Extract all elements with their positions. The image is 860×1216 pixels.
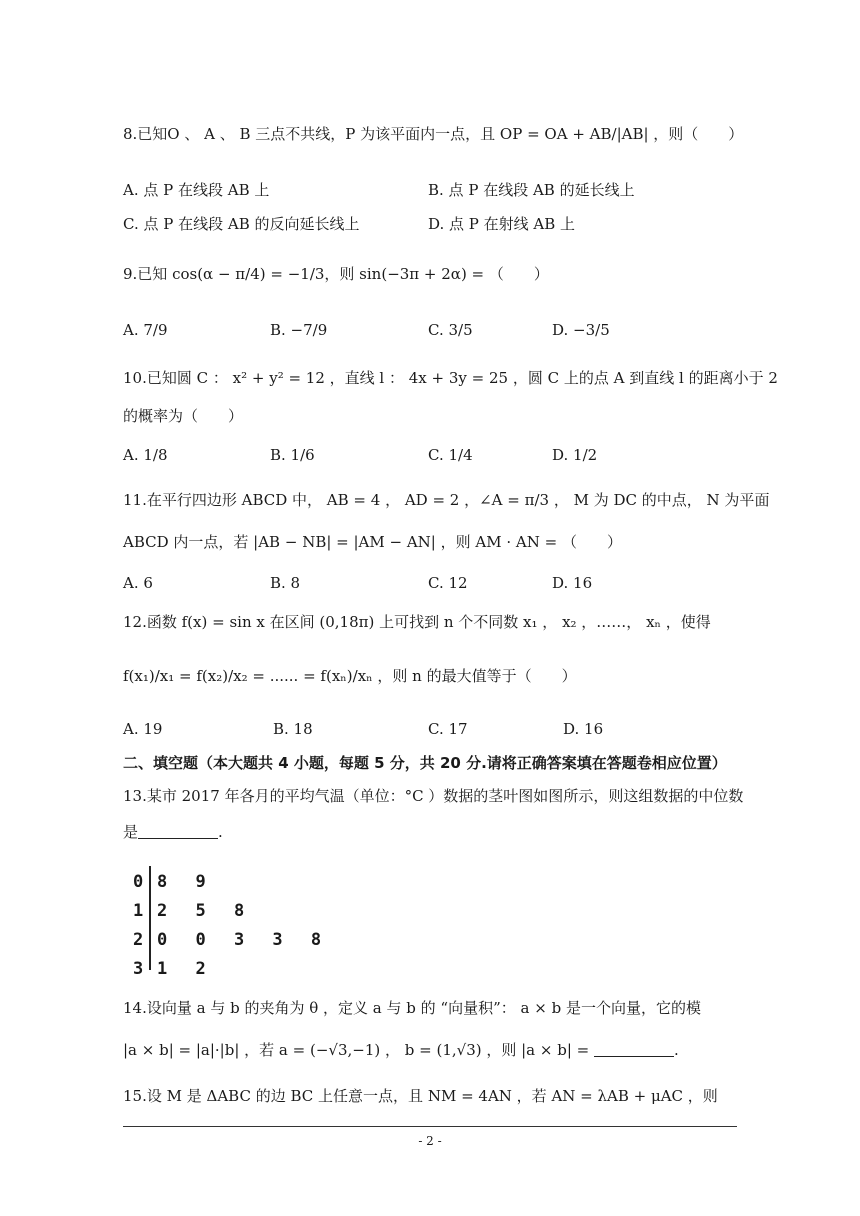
q12-option-b: B. 18	[273, 720, 313, 738]
stem-leaf-row	[133, 926, 330, 955]
question-8: 8.已知O 、 A 、 B 三点不共线，P 为该平面内一点，且 OP = OA + AB/|AB| ，则（ ）	[123, 125, 744, 143]
question-14-line-1: 14.设向量 a 与 b 的夹角为 θ ，定义 a 与 b 的 “向量积”： a × b 是一个向量，它的模	[123, 999, 701, 1017]
question-9: 9.已知 cos(α − π/4) = −1/3，则 sin(−3π + 2α) = （ ）	[123, 265, 549, 283]
stem-leaf-row	[133, 955, 330, 984]
stem-value: 2	[133, 930, 144, 950]
q8-option-d: D. 点 P 在射线 AB 上	[428, 215, 576, 233]
stem-value: 0	[133, 872, 144, 892]
q10-option-c: C. 1/4	[428, 446, 473, 464]
q8-option-a: A. 点 P 在线段 AB 上	[123, 181, 270, 199]
q11-option-c: C. 12	[428, 574, 468, 592]
question-10-line-2: 的概率为（ ）	[123, 407, 244, 425]
q8-option-c: C. 点 P 在线段 AB 的反向延长线上	[123, 215, 360, 233]
q10-option-d: D. 1/2	[552, 446, 598, 464]
q13-answer-blank	[138, 824, 218, 839]
stem-leaf-row	[133, 897, 330, 926]
leaf-values: 1 2	[157, 959, 215, 979]
page-number: - 2 -	[418, 1134, 442, 1148]
stem-value: 1	[133, 901, 144, 921]
question-11-line-2: ABCD 内一点，若 |AB − NB| = |AM − AN| ，则 AM · AN = （ ）	[123, 533, 622, 551]
leaf-values: 2 5 8	[157, 901, 254, 921]
q9-option-d: D. −3/5	[552, 321, 610, 339]
q12-option-d: D. 16	[563, 720, 604, 738]
q11-option-d: D. 16	[552, 574, 593, 592]
question-15: 15.设 M 是 ΔABC 的边 BC 上任意一点，且 NM = 4AN ，若 AN = λAB + μAC ，则	[123, 1087, 718, 1105]
section-2-heading: 二、填空题（本大题共 4 小题，每题 5 分，共 20 分.请将正确答案填在答题卷相应位置）	[123, 754, 727, 772]
stem-leaf-plot	[133, 868, 330, 984]
q14-suffix: .	[674, 1041, 679, 1059]
q10-option-b: B. 1/6	[270, 446, 315, 464]
footer-rule	[123, 1126, 737, 1127]
question-13-line-1: 13.某市 2017 年各月的平均气温（单位：°C ）数据的茎叶图如图所示，则这组数据的中位数	[123, 787, 744, 805]
question-12-line-2: f(x₁)/x₁ = f(x₂)/x₂ = ...... = f(xₙ)/xₙ ，则 n 的最大值等于（ ）	[123, 667, 577, 685]
question-14-line-2	[123, 1040, 679, 1060]
q10-option-a: A. 1/8	[123, 446, 168, 464]
q12-option-a: A. 19	[123, 720, 163, 738]
q8-option-b: B. 点 P 在线段 AB 的延长线上	[428, 181, 635, 199]
leaf-values: 8 9	[157, 872, 215, 892]
q12-option-c: C. 17	[428, 720, 468, 738]
q9-option-c: C. 3/5	[428, 321, 473, 339]
q13-suffix: .	[218, 823, 223, 841]
q14-answer-blank	[594, 1042, 674, 1057]
q11-option-b: B. 8	[270, 574, 301, 592]
q14-expression: |a × b| = |a|·|b| ，若 a = (−√3,−1) ， b = (1,√3) ，则 |a × b| =	[123, 1041, 590, 1059]
question-10-line-1: 10.已知圆 C ： x² + y² = 12 ，直线 l ： 4x + 3y = 25 ，圆 C 上的点 A 到直线 l 的距离小于 2	[123, 369, 778, 387]
question-11-line-1: 11.在平行四边形 ABCD 中， AB = 4 ， AD = 2 ，∠A = π/3 ， M 为 DC 的中点， N 为平面	[123, 491, 770, 509]
stem-value: 3	[133, 959, 144, 979]
stem-leaf-row	[133, 868, 330, 897]
q9-option-b: B. −7/9	[270, 321, 328, 339]
q13-prefix: 是	[123, 823, 139, 841]
q9-option-a: A. 7/9	[123, 321, 168, 339]
q11-option-a: A. 6	[123, 574, 153, 592]
leaf-values: 0 0 3 3 8	[157, 930, 331, 950]
question-13-line-2	[123, 822, 223, 842]
question-12-line-1: 12.函数 f(x) = sin x 在区间 (0,18π) 上可找到 n 个不同数 x₁ ， x₂ ，……， xₙ ，使得	[123, 613, 711, 631]
